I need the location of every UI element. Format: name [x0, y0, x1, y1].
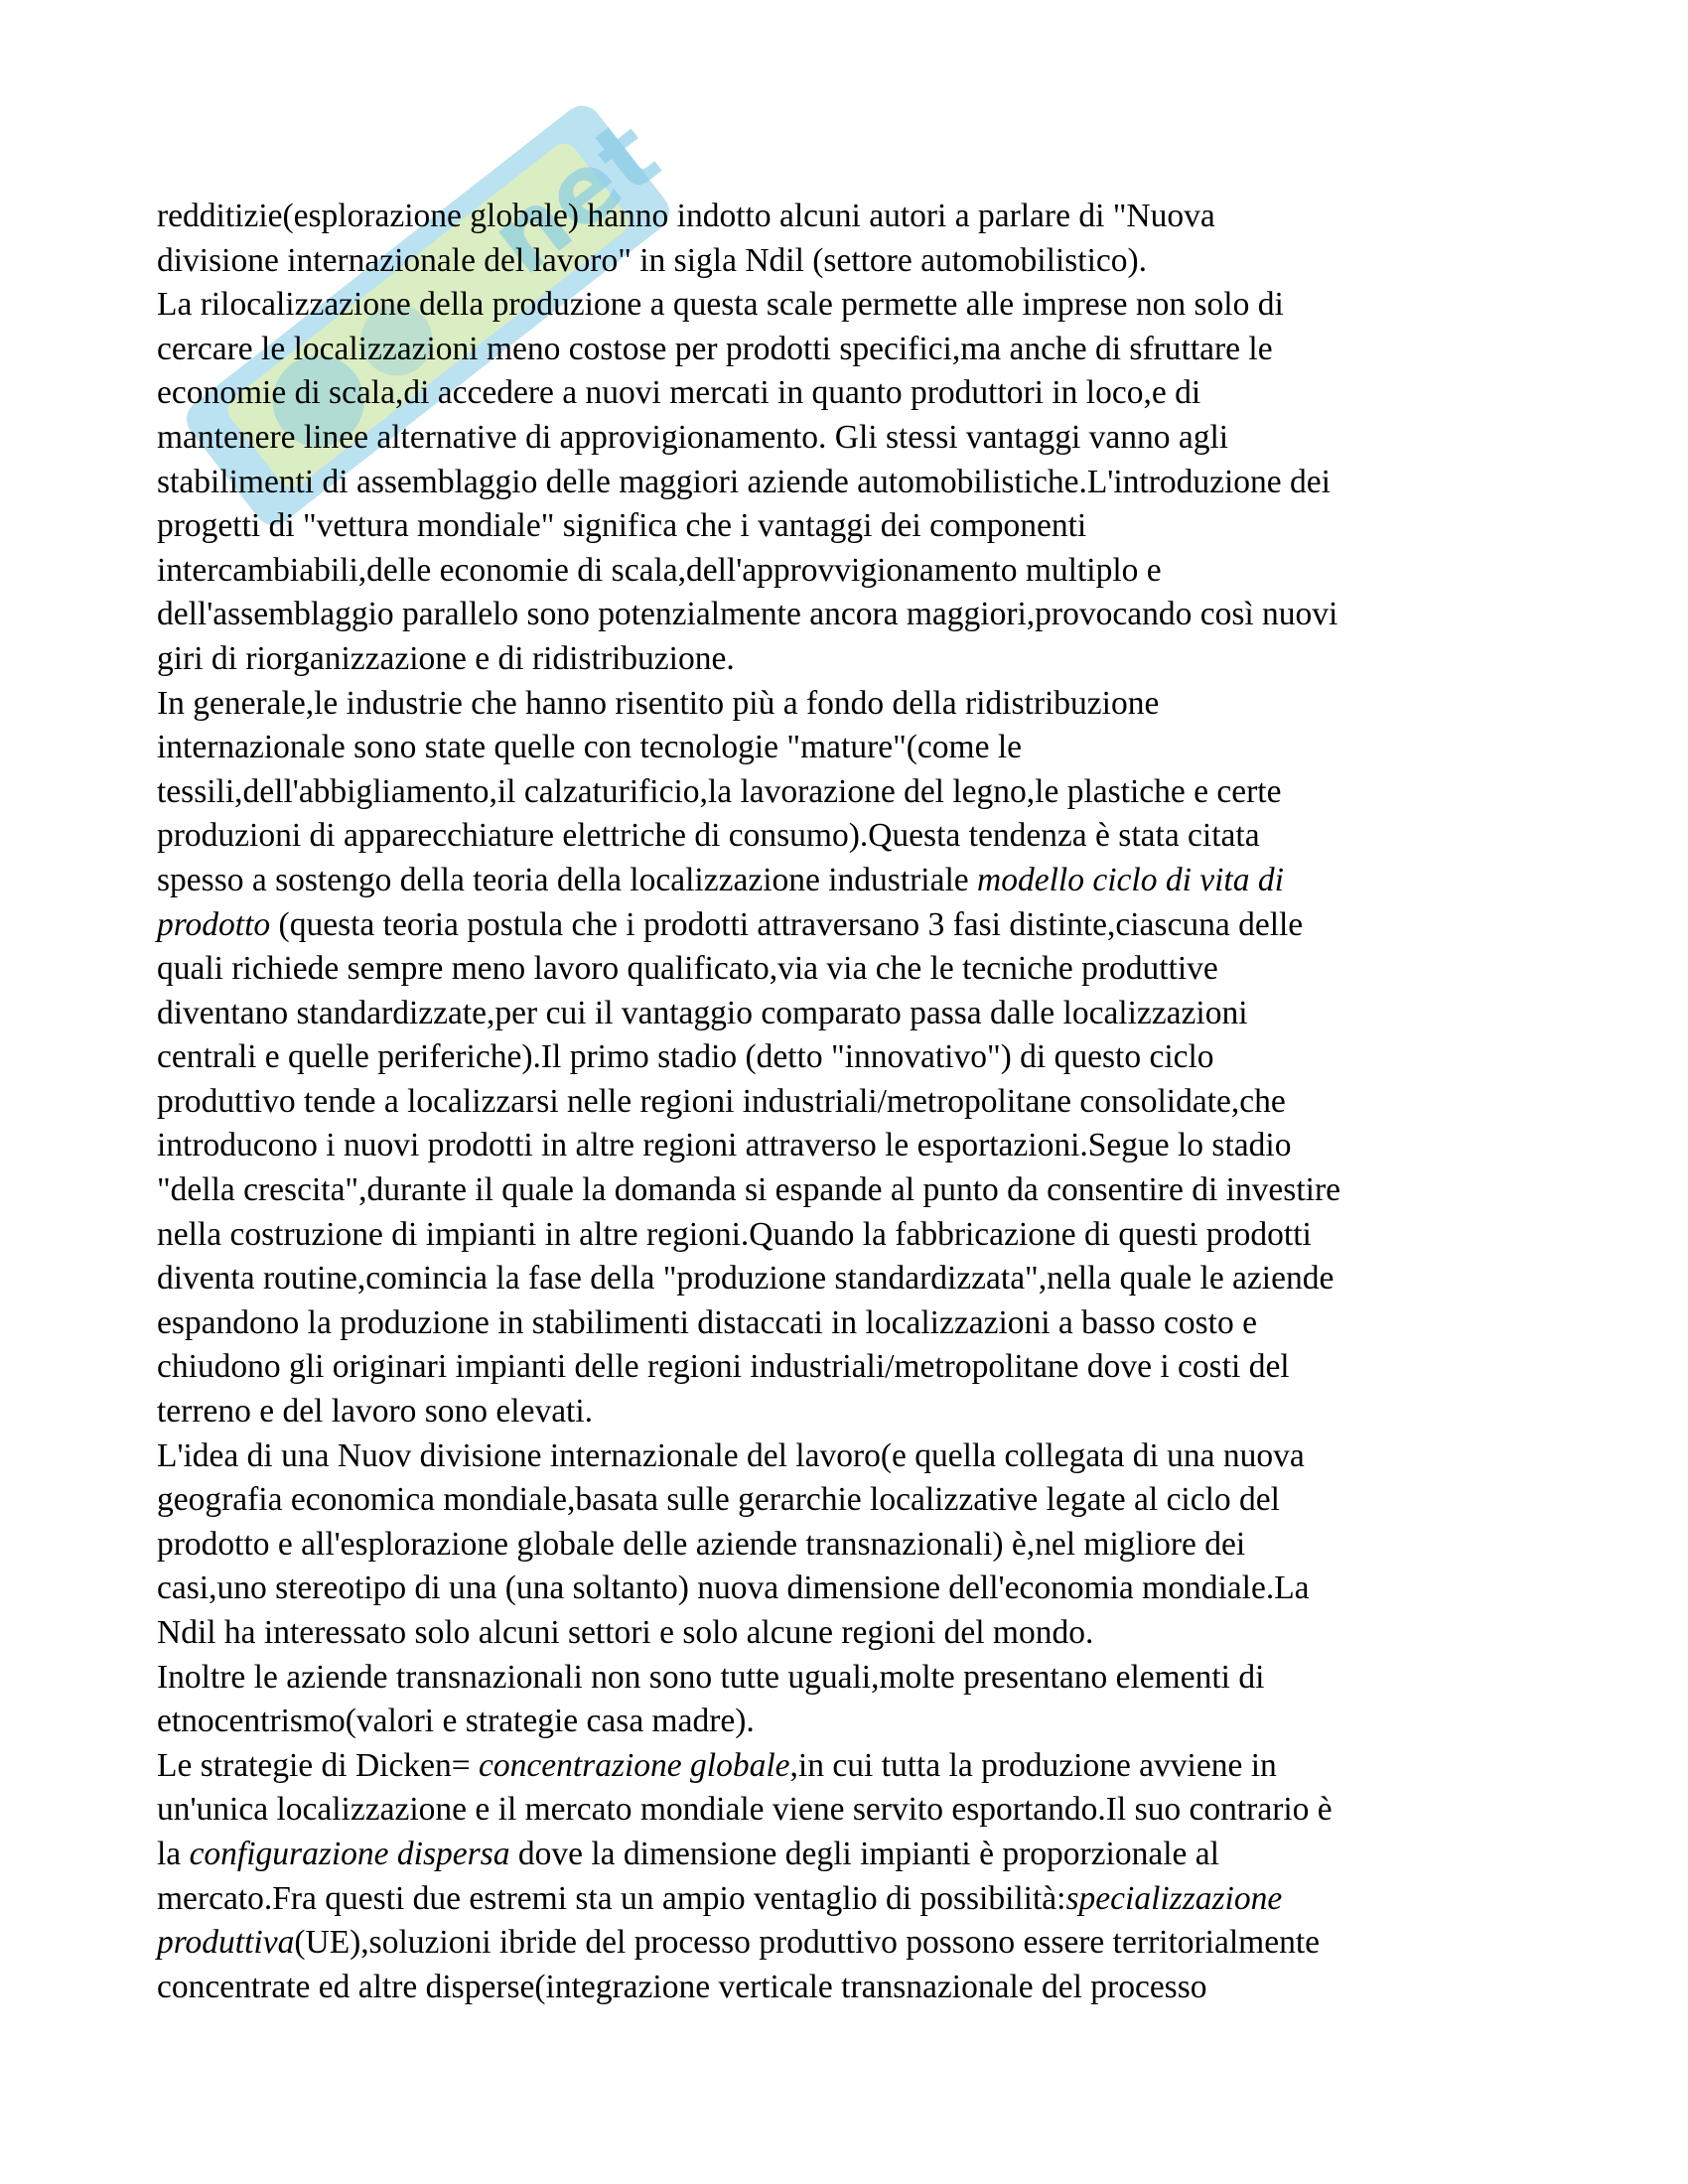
text-line [157, 328, 1547, 372]
text-segment: (UE),soluzioni ibride del processo produttivo possono essere territorialmente [294, 1924, 1321, 1962]
text-line [157, 992, 1547, 1036]
text-line [157, 947, 1547, 992]
text-line [157, 371, 1547, 416]
text-segment: La rilocalizzazione della produzione a questa scale permette alle imprese non solo di [157, 286, 1284, 324]
text-segment: concentrate ed altre disperse(integrazione verticale transnazionale del processo [157, 1968, 1207, 2005]
text-segment: mercato.Fra questi due estremi sta un ampio ventaglio di possibilità: [157, 1879, 1066, 1917]
watermark-text: net [470, 98, 679, 296]
text-segment: produttivo tende a localizzarsi nelle regioni industriali/metropolitane consolidate,che [157, 1082, 1286, 1120]
italic-text-segment: produttiva [157, 1924, 295, 1962]
text-line [157, 637, 1547, 682]
text-segment: chiudono gli originari impianti delle regioni industriali/metropolitane dove i costi del [157, 1348, 1290, 1386]
text-segment: la [157, 1835, 190, 1872]
text-line [157, 593, 1547, 637]
text-segment: produzioni di apparecchiature elettriche di consumo).Questa tendenza è stata citata [157, 817, 1260, 855]
text-segment: economie di scala,di accedere a nuovi mercati in quanto produttori in loco,e di [157, 374, 1201, 412]
text-line [157, 1434, 1547, 1479]
text-segment: casi,uno stereotipo di una (una soltanto) nuova dimensione dell'economia mondiale.La [157, 1570, 1310, 1607]
text-line [157, 1168, 1547, 1213]
text-line [157, 726, 1547, 770]
text-line [157, 1567, 1547, 1611]
text-line [157, 1257, 1547, 1301]
text-line [157, 283, 1547, 328]
text-line [157, 903, 1547, 948]
text-segment: In generale,le industrie che hanno risentito più a fondo della ridistribuzione [157, 684, 1160, 722]
text-segment: intercambiabili,delle economie di scala,dell'approvvigionamento multiplo e [157, 551, 1162, 589]
text-segment: redditizie(esplorazione globale) hanno indotto alcuni autori a parlare di "Nuova [157, 198, 1215, 234]
text-segment: cercare le localizzazioni meno costose per prodotti specifici,ma anche di sfruttare le [157, 330, 1273, 367]
text-segment: centrali e quelle periferiche).Il primo stadio (detto "innovativo") di questo ciclo [157, 1038, 1214, 1076]
text-line [157, 1921, 1547, 1966]
text-line [157, 814, 1547, 859]
text-line [157, 416, 1547, 461]
text-segment: (questa teoria postula che i prodotti attraversano 3 fasi distinte,ciascuna delle [270, 905, 1304, 943]
text-line [157, 195, 1547, 239]
text-segment: stabilimenti di assemblaggio delle maggiori aziende automobilistiche.L'introduzione dei [157, 463, 1331, 500]
text-segment: Le strategie di Dicken= [157, 1746, 479, 1784]
text-line [157, 682, 1547, 727]
text-segment: introducono i nuovi prodotti in altre regioni attraverso le esportazioni.Segue lo stadio [157, 1127, 1292, 1164]
text-line [157, 1700, 1547, 1744]
text-segment: espandono la produzione in stabilimenti distaccati in localizzazioni a basso costo e [157, 1303, 1257, 1341]
text-segment: tessili,dell'abbigliamento,il calzaturificio,la lavorazione del legno,le plastiche e certe [157, 772, 1282, 810]
text-line [157, 1523, 1547, 1568]
text-line [157, 1213, 1547, 1258]
text-line [157, 1833, 1547, 1877]
text-segment: geografia economica mondiale,basata sulle gerarchie localizzative legate al ciclo del [157, 1481, 1280, 1519]
italic-text-segment: specializzazione [1065, 1879, 1283, 1917]
text-segment: dell'assemblaggio parallelo sono potenzialmente ancora maggiori,provocando così nuovi [157, 596, 1338, 633]
text-segment: nella costruzione di impianti in altre regioni.Quando la fabbricazione di questi prodotti [157, 1215, 1312, 1253]
text-segment: terreno e del lavoro sono elevati. [157, 1393, 594, 1431]
text-segment: spesso a sostengo della teoria della localizzazione industriale [157, 861, 978, 898]
text-segment: dove la dimensione degli impianti è proporzionale al [509, 1835, 1219, 1872]
text-line [157, 1966, 1547, 2010]
text-segment: ,in cui tutta la produzione avviene in [789, 1746, 1277, 1784]
text-segment: internazionale sono state quelle con tecnologie "mature"(come le [157, 729, 1023, 766]
text-line [157, 859, 1547, 903]
text-segment: Ndil ha interessato solo alcuni settori e solo alcune regioni del mondo. [157, 1614, 1094, 1651]
text-line [157, 1611, 1547, 1656]
text-line [157, 1390, 1547, 1434]
text-segment: diventano standardizzate,per cui il vantaggio comparato passa dalle localizzazioni [157, 994, 1248, 1031]
text-line [157, 1744, 1547, 1789]
text-segment: etnocentrismo(valori e strategie casa madre). [157, 1703, 755, 1740]
text-line [157, 504, 1547, 549]
body-text [157, 195, 1547, 2009]
text-line [157, 770, 1547, 815]
text-segment: "della crescita",durante il quale la domanda si espande al punto da consentire di investire [157, 1171, 1340, 1209]
text-line [157, 1656, 1547, 1701]
italic-text-segment: configurazione dispersa [189, 1835, 510, 1872]
text-segment: un'unica localizzazione e il mercato mondiale viene servito esportando.Il suo contrario è [157, 1791, 1333, 1829]
italic-text-segment: modello ciclo di vita di [977, 861, 1284, 898]
italic-text-segment: concentrazione globale [479, 1746, 790, 1784]
text-line [157, 239, 1547, 284]
text-segment: diventa routine,comincia la fase della "produzione standardizzata",nella quale le aziende [157, 1260, 1335, 1297]
text-segment: progetti di "vettura mondiale" significa che i vantaggi dei componenti [157, 507, 1087, 545]
text-line [157, 1877, 1547, 1922]
text-segment: giri di riorganizzazione e di ridistribuzione. [157, 639, 735, 677]
text-line [157, 1035, 1547, 1080]
text-segment: Inoltre le aziende transnazionali non sono tutte uguali,molte presentano elementi di [157, 1658, 1265, 1696]
text-segment: divisione internazionale del lavoro" in sigla Ndil (settore automobilistico). [157, 241, 1148, 279]
text-line [157, 1788, 1547, 1833]
text-segment: prodotto e all'esplorazione globale delle aziende transnazionali) è,nel migliore dei [157, 1525, 1246, 1563]
text-segment: quali richiede sempre meno lavoro qualificato,via via che le tecniche produttive [157, 950, 1218, 988]
italic-text-segment: prodotto [157, 905, 271, 943]
text-line [157, 1301, 1547, 1346]
text-segment: mantenere linee alternative di approvigionamento. Gli stessi vantaggi vanno agli [157, 418, 1229, 456]
text-line [157, 549, 1547, 594]
text-line [157, 1345, 1547, 1390]
text-segment: L'idea di una Nuov divisione internazionale del lavoro(e quella collegata di una nuova [157, 1436, 1305, 1474]
text-line [157, 461, 1547, 505]
text-line [157, 1080, 1547, 1125]
text-line [157, 1478, 1547, 1523]
text-line [157, 1124, 1547, 1168]
